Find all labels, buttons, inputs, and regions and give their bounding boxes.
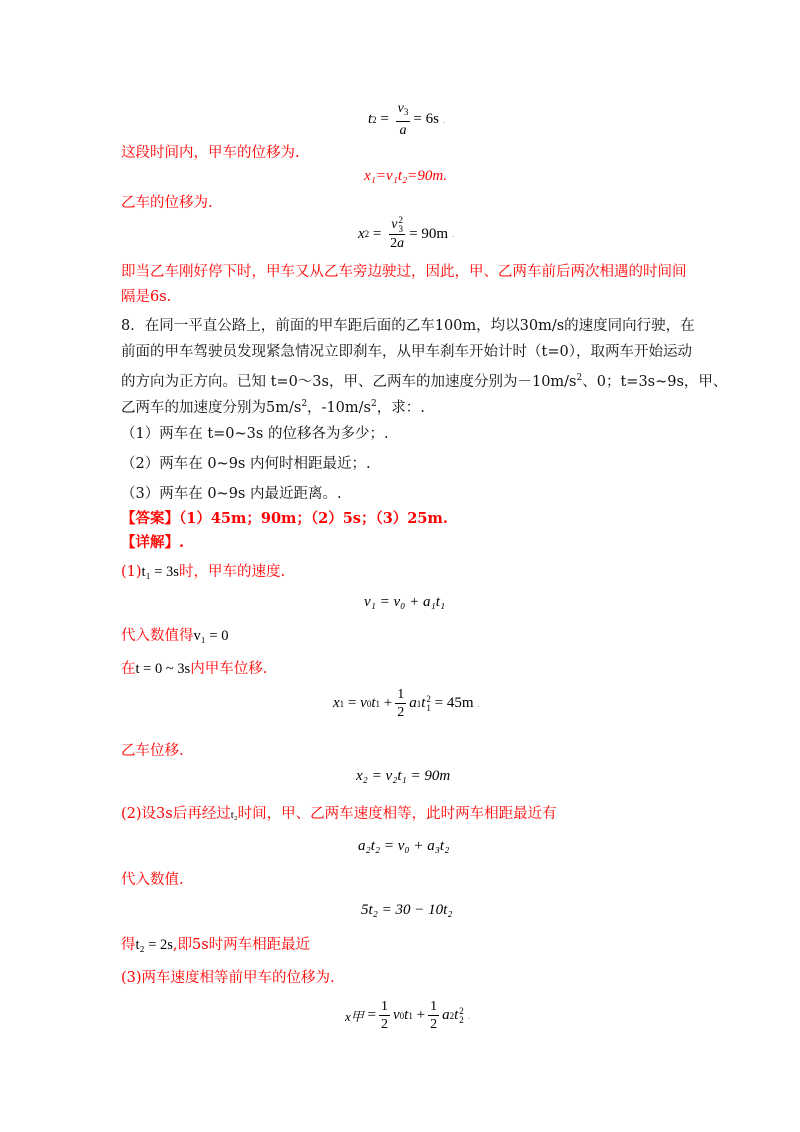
text-line: 乙车的位移为.: [121, 195, 213, 211]
question-line: 前面的甲车驾驶员发现紧急情况立即刹车，从甲车刹车开始计时（t=0），取两车开始运动: [121, 344, 692, 360]
text-line: 这段时间内，甲车的位移为.: [121, 145, 300, 161]
solution-line: 代入数值.: [121, 872, 184, 888]
equation-t2: t 2 = $\frac{v_3}{a}$ = 6s .: [368, 101, 446, 138]
sub-question-1: （1）两车在 t=0~3s 的位移各为多少；.: [121, 426, 389, 442]
question-line: 乙两车的加速度分别为$5m/s^2$，$-10m/s^2$，求：.: [121, 399, 425, 416]
solution-line: 得t₂ = 2s,即5s时两车相距最近: [121, 937, 311, 953]
detail-heading: 【详解】.: [121, 534, 185, 551]
solution-line: (1)t₁ = 3s时，甲车的速度.: [121, 564, 286, 580]
equation-velocity-equal: a₂t₂ = v₀ + a₃t₂: [358, 838, 450, 854]
equation-x2-displacement: x₂ = v₂t₁ = 90m: [356, 768, 451, 784]
solution-line: 乙车位移.: [121, 743, 184, 759]
equation-v1: v₁ = v₀ + a₁t₁: [364, 594, 446, 610]
sub-question-3: （3）两车在 0~9s 内最近距离。.: [121, 486, 342, 502]
equation-x2: x 2 = v 2 3 2a = 90m .: [358, 215, 455, 251]
equation-substituted: 5t₂ = 30 − 10t₂: [361, 902, 453, 918]
sub-question-2: （2）两车在 0~9s 内何时相距最近；.: [121, 456, 371, 472]
solution-line: (2)设3s后再经过t₂时间，甲、乙两车速度相等，此时两车相距最近有: [121, 806, 557, 822]
equation-x1: x₁=v₁t₂=90m.: [364, 168, 447, 184]
solution-line: 在t = 0 ~ 3s内甲车位移.: [121, 661, 268, 677]
text-line: 即当乙车刚好停下时，甲车又从乙车旁边驶过，因此，甲、乙两车前后两次相遇的时间间: [121, 264, 687, 280]
question-line: 的方向为正方向。已知 t=0～3s，甲、乙两车的加速度分别为$-10m/s^2$、0；t=3s~9s，甲、: [121, 373, 728, 390]
question-line: 8．在同一平直公路上，前面的甲车距后面的乙车100m，均以30m/s的速度同向行驶，在: [121, 318, 695, 334]
equation-x-jia: x甲 = $\frac{1}{2}$ v 0 t 1 + $\frac{1}{2}$ a 2 t 2 2 .: [345, 999, 470, 1032]
solution-line: 代入数值得v₁ = 0: [121, 628, 229, 644]
text-line: 隔是6s.: [121, 289, 172, 305]
answer-line: 【答案】（1）45m；90m；（2）5s；（3）25m.: [121, 510, 448, 527]
equation-x1-displacement: x 1 = v 0 t 1 + $\frac{1}{2}$ a 1 t 2 1 = 45m .: [333, 687, 480, 720]
solution-line: (3)两车速度相等前甲车的位移为.: [121, 970, 335, 986]
